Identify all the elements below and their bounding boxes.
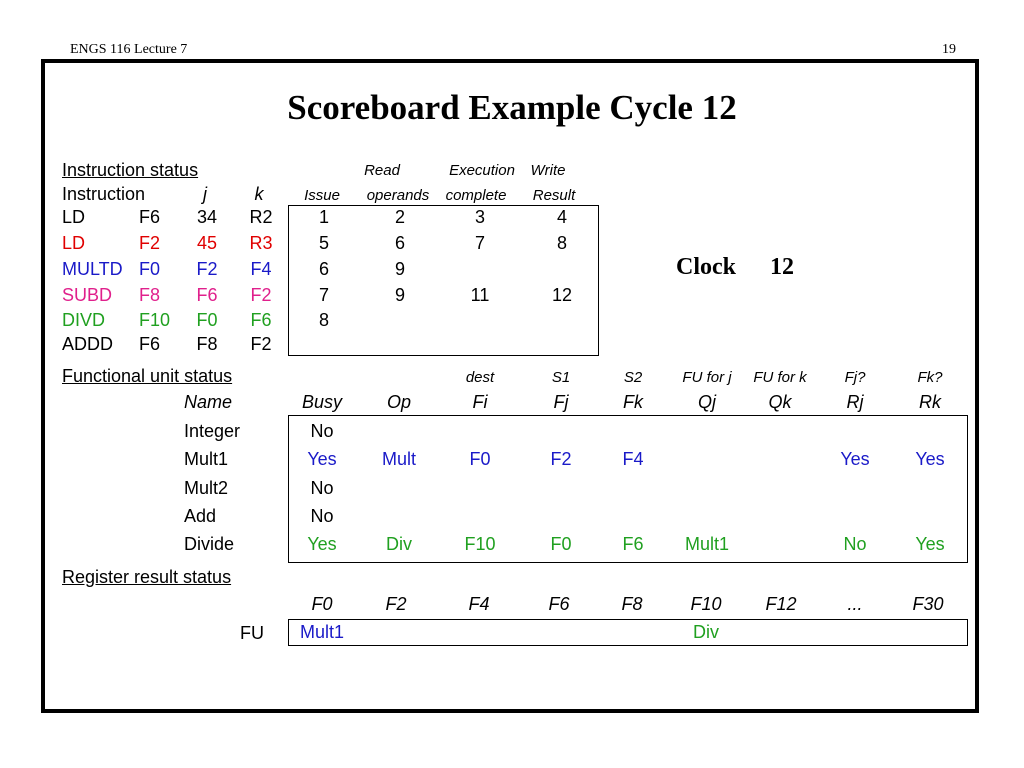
instr-k: F2 <box>250 285 272 305</box>
fu-fk: F4 <box>622 449 644 470</box>
register-fu-value: Mult1 <box>299 622 344 642</box>
fu-fi: F0 <box>469 449 491 470</box>
register-fu-value: Div <box>693 622 719 642</box>
execution-complete-header: complete <box>445 187 507 204</box>
functional-unit-status-label: Functional unit status <box>62 366 233 386</box>
fu-header: Op <box>386 392 411 412</box>
fu-name: Mult2 <box>184 477 229 498</box>
instr-read: 9 <box>394 285 405 305</box>
instr-read: 9 <box>394 259 405 279</box>
register-name: F12 <box>765 594 797 614</box>
instr-k: R3 <box>249 233 273 253</box>
instr-write: 4 <box>556 207 567 227</box>
fu-header: Qj <box>698 392 716 412</box>
register-name: F8 <box>621 594 643 614</box>
read-operands-header: operands <box>366 187 430 204</box>
fu-fj: F2 <box>550 449 572 470</box>
fu-rk: Yes <box>915 449 945 470</box>
fu-header: Fj <box>553 392 569 412</box>
instr-write: 12 <box>551 285 573 305</box>
instr-dest: F2 <box>139 233 161 253</box>
instr-op: LD <box>62 207 86 227</box>
instr-k: F4 <box>250 259 272 279</box>
instr-read: 6 <box>394 233 405 253</box>
instr-issue: 6 <box>318 259 329 279</box>
issue-header: Issue <box>304 187 340 204</box>
fu-qj: Mult1 <box>684 534 729 555</box>
instr-exec: 7 <box>474 233 485 253</box>
fu-fk: F6 <box>622 534 644 555</box>
fu-rj: Yes <box>840 449 870 470</box>
clock-label: Clock <box>676 254 736 280</box>
k-header: k <box>254 184 264 204</box>
register-result-status-label: Register result status <box>62 567 232 587</box>
fu-sub-header: Fj? <box>844 369 866 386</box>
fu-header: Name <box>184 392 233 412</box>
lecture-header: ENGS 116 Lecture 7 <box>70 42 188 57</box>
fu-op: Div <box>386 534 412 555</box>
read-header: Read <box>364 162 400 179</box>
fu-header: Fi <box>472 392 488 412</box>
instr-issue: 7 <box>318 285 329 305</box>
fu-busy: No <box>310 421 334 441</box>
register-name: F0 <box>311 594 333 614</box>
fu-row-label: FU <box>240 623 264 643</box>
instr-op: MULTD <box>62 259 123 279</box>
instr-j: F8 <box>196 334 218 354</box>
instr-k: F6 <box>250 310 272 330</box>
instr-issue: 8 <box>318 310 329 330</box>
fu-fi: F10 <box>464 534 496 555</box>
page-number: 19 <box>942 42 956 57</box>
register-name: F2 <box>385 594 407 614</box>
instruction-status-label: Instruction status <box>62 160 199 180</box>
register-name: F6 <box>548 594 570 614</box>
fu-header: Qk <box>768 392 792 412</box>
instr-j: 34 <box>196 207 218 227</box>
fu-fj: F0 <box>550 534 572 555</box>
instr-dest: F6 <box>139 207 161 227</box>
fu-sub-header: S2 <box>623 369 643 386</box>
instr-write: 8 <box>556 233 567 253</box>
instr-dest: F6 <box>139 334 161 354</box>
instr-op: SUBD <box>62 285 113 305</box>
fu-name: Mult1 <box>184 449 229 470</box>
fu-rk: Yes <box>915 534 945 555</box>
fu-sub-header: S1 <box>551 369 571 386</box>
instr-issue: 5 <box>318 233 329 253</box>
instr-op: DIVD <box>62 310 106 330</box>
fu-rj: No <box>843 534 867 555</box>
instr-j: F0 <box>196 310 218 330</box>
register-name: F30 <box>912 594 944 614</box>
fu-busy: Yes <box>307 449 337 470</box>
instr-dest: F10 <box>139 310 171 330</box>
instr-read: 2 <box>394 207 405 227</box>
instr-op: ADDD <box>62 334 114 354</box>
instr-j: F2 <box>196 259 218 279</box>
fu-name: Integer <box>184 421 241 441</box>
fu-name: Add <box>184 505 217 526</box>
fu-sub-header: FU for j <box>682 369 732 386</box>
instr-issue: 1 <box>318 207 329 227</box>
fu-busy: No <box>310 505 334 526</box>
execution-header: Execution <box>449 162 515 179</box>
instr-k: F2 <box>250 334 272 354</box>
instruction-header: Instruction <box>62 184 146 204</box>
fu-name: Divide <box>184 534 235 555</box>
register-name: F10 <box>690 594 722 614</box>
fu-busy: Yes <box>307 534 337 555</box>
instr-dest: F0 <box>139 259 161 279</box>
fu-header: Busy <box>301 392 343 412</box>
write-result-header: Result <box>532 187 576 204</box>
fu-sub-header: FU for k <box>753 369 807 386</box>
fu-sub-header: dest <box>465 369 495 386</box>
instr-op: LD <box>62 233 86 253</box>
instr-j: 45 <box>196 233 218 253</box>
instr-j: F6 <box>196 285 218 305</box>
fu-sub-header: Fk? <box>917 369 943 386</box>
instr-dest: F8 <box>139 285 161 305</box>
register-name: F4 <box>468 594 490 614</box>
instr-exec: 3 <box>474 207 485 227</box>
fu-header: Rk <box>919 392 941 412</box>
register-result-box <box>288 619 968 646</box>
fu-header: Rj <box>846 392 864 412</box>
slide-title: Scoreboard Example Cycle 12 <box>287 88 737 127</box>
clock-value: 12 <box>770 254 794 280</box>
instr-k: R2 <box>249 207 273 227</box>
j-header: j <box>203 184 207 204</box>
fu-header: Fk <box>623 392 643 412</box>
write-header: Write <box>530 162 566 179</box>
instr-exec: 11 <box>470 285 490 305</box>
register-name: ... <box>847 594 863 614</box>
fu-busy: No <box>310 477 334 498</box>
fu-op: Mult <box>381 449 416 470</box>
